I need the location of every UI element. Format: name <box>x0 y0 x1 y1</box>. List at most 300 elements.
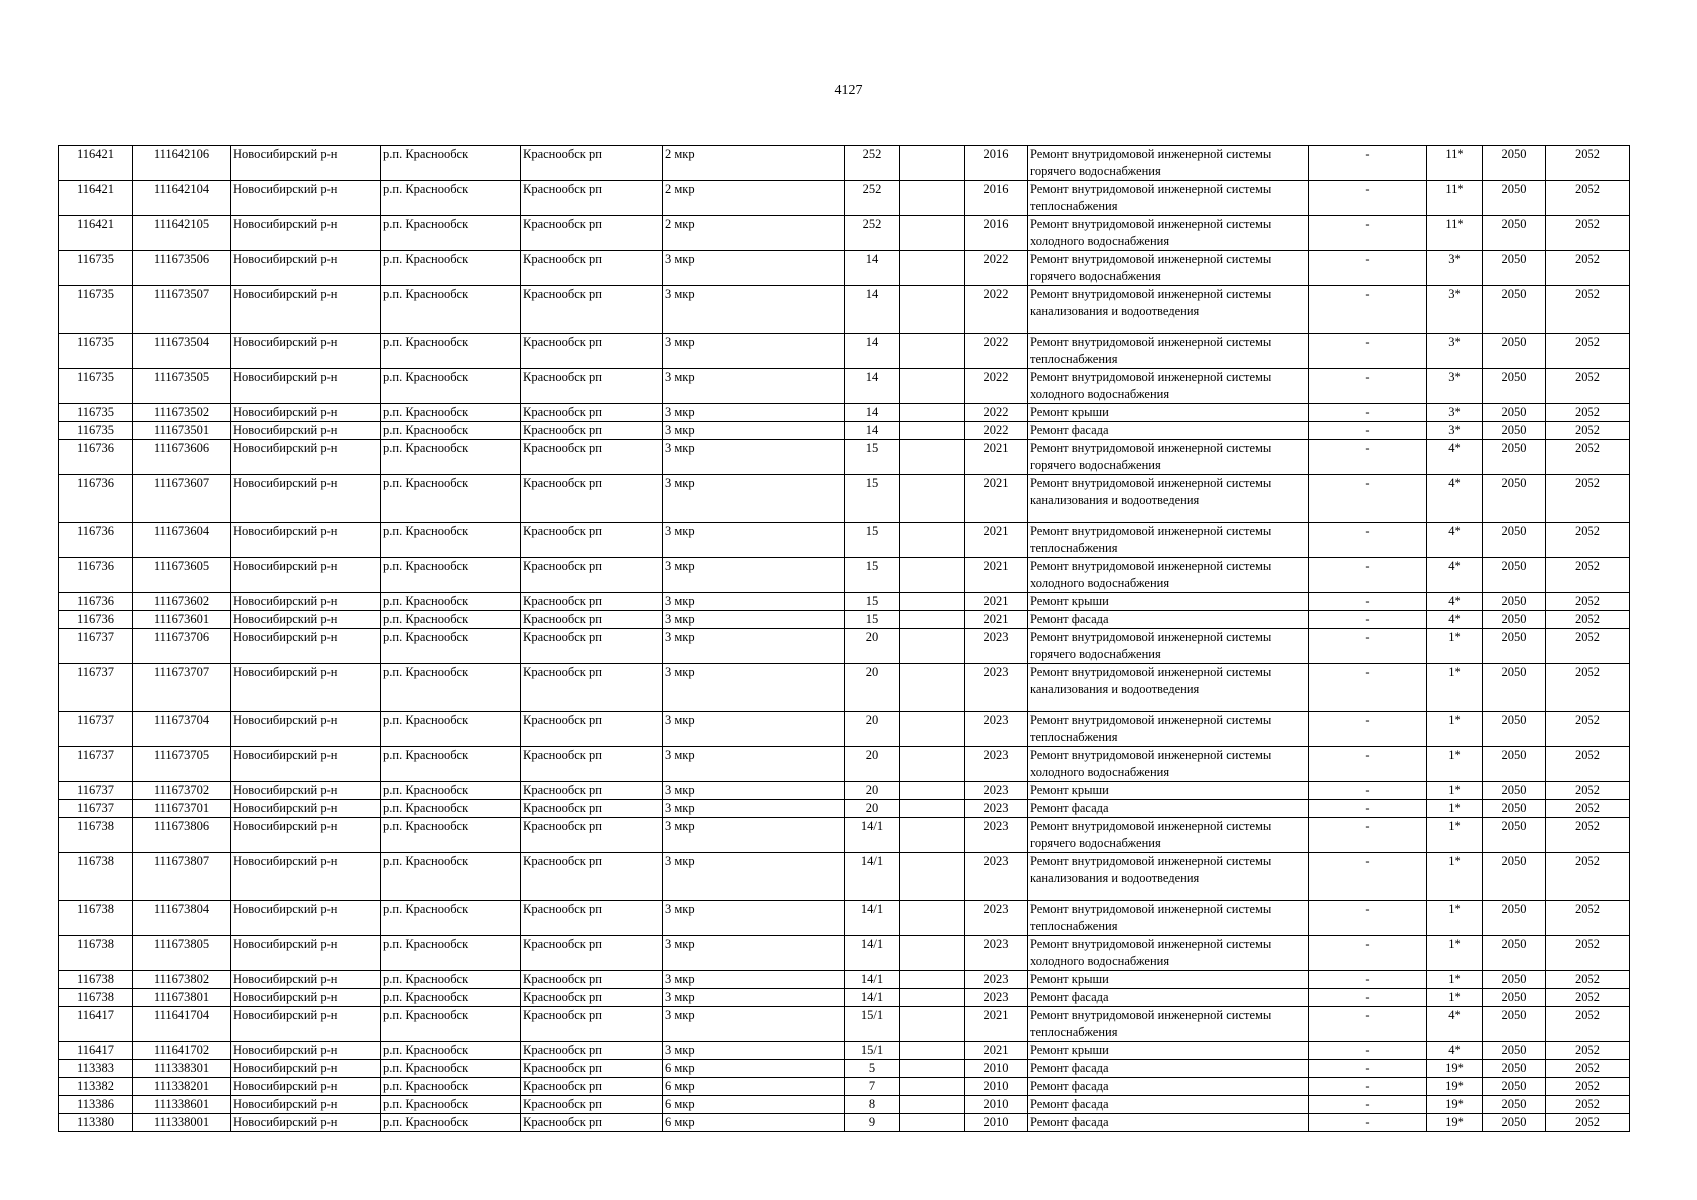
cell-dash: - <box>1309 611 1427 629</box>
cell-street: 3 мкр <box>663 422 845 440</box>
cell-locality: Краснообск рп <box>521 334 663 369</box>
cell-district: Новосибирский р-н <box>231 818 381 853</box>
cell-locality: Краснообск рп <box>521 629 663 664</box>
cell-year: 2021 <box>965 558 1028 593</box>
cell-num: 3* <box>1427 369 1483 404</box>
cell-house: 14/1 <box>845 853 900 901</box>
cell-extra <box>900 936 965 971</box>
cell-id: 116421 <box>59 181 133 216</box>
cell-code: 111673804 <box>133 901 231 936</box>
cell-extra <box>900 334 965 369</box>
cell-code: 111673501 <box>133 422 231 440</box>
cell-id: 116737 <box>59 782 133 800</box>
cell-dash: - <box>1309 664 1427 712</box>
cell-work: Ремонт внутридомовой инженерной системы горячего водоснабжения <box>1028 629 1309 664</box>
cell-street: 3 мкр <box>663 629 845 664</box>
cell-district: Новосибирский р-н <box>231 853 381 901</box>
cell-num: 3* <box>1427 251 1483 286</box>
cell-district: Новосибирский р-н <box>231 712 381 747</box>
page-number: 4127 <box>834 83 863 98</box>
cell-street: 3 мкр <box>663 989 845 1007</box>
cell-code: 111673502 <box>133 404 231 422</box>
cell-num: 1* <box>1427 782 1483 800</box>
cell-settlement: р.п. Краснообск <box>381 1096 521 1114</box>
cell-year: 2021 <box>965 1007 1028 1042</box>
cell-end-year: 2052 <box>1546 251 1630 286</box>
cell-work: Ремонт внутридомовой инженерной системы холодного водоснабжения <box>1028 936 1309 971</box>
table-row <box>59 475 1630 523</box>
cell-year: 2021 <box>965 440 1028 475</box>
cell-locality: Краснообск рп <box>521 989 663 1007</box>
cell-locality: Краснообск рп <box>521 936 663 971</box>
cell-dash: - <box>1309 422 1427 440</box>
cell-work: Ремонт крыши <box>1028 782 1309 800</box>
cell-id: 116417 <box>59 1042 133 1060</box>
cell-dash: - <box>1309 251 1427 286</box>
cell-extra <box>900 901 965 936</box>
cell-year: 2023 <box>965 782 1028 800</box>
cell-settlement: р.п. Краснообск <box>381 1042 521 1060</box>
table-row <box>59 747 1630 782</box>
cell-street: 3 мкр <box>663 664 845 712</box>
cell-district: Новосибирский р-н <box>231 1078 381 1096</box>
cell-start-year: 2050 <box>1483 853 1546 901</box>
cell-year: 2023 <box>965 853 1028 901</box>
cell-year: 2023 <box>965 747 1028 782</box>
cell-code: 111642105 <box>133 216 231 251</box>
table-row <box>59 1096 1630 1114</box>
cell-district: Новосибирский р-н <box>231 611 381 629</box>
cell-start-year: 2050 <box>1483 818 1546 853</box>
table-row <box>59 1078 1630 1096</box>
cell-year: 2023 <box>965 664 1028 712</box>
cell-year: 2021 <box>965 593 1028 611</box>
cell-num: 1* <box>1427 664 1483 712</box>
cell-settlement: р.п. Краснообск <box>381 523 521 558</box>
cell-start-year: 2050 <box>1483 1114 1546 1132</box>
cell-locality: Краснообск рп <box>521 1114 663 1132</box>
cell-num: 19* <box>1427 1114 1483 1132</box>
cell-street: 3 мкр <box>663 404 845 422</box>
cell-end-year: 2052 <box>1546 523 1630 558</box>
cell-code: 111338601 <box>133 1096 231 1114</box>
cell-district: Новосибирский р-н <box>231 782 381 800</box>
cell-year: 2022 <box>965 286 1028 334</box>
cell-end-year: 2052 <box>1546 989 1630 1007</box>
cell-locality: Краснообск рп <box>521 1007 663 1042</box>
cell-id: 116735 <box>59 286 133 334</box>
cell-street: 3 мкр <box>663 782 845 800</box>
table-row <box>59 216 1630 251</box>
cell-district: Новосибирский р-н <box>231 523 381 558</box>
cell-extra <box>900 747 965 782</box>
cell-settlement: р.п. Краснообск <box>381 1078 521 1096</box>
cell-house: 15/1 <box>845 1007 900 1042</box>
cell-district: Новосибирский р-н <box>231 1060 381 1078</box>
cell-id: 116735 <box>59 369 133 404</box>
cell-code: 111673606 <box>133 440 231 475</box>
cell-dash: - <box>1309 818 1427 853</box>
table-row <box>59 989 1630 1007</box>
cell-house: 15/1 <box>845 1042 900 1060</box>
cell-house: 14 <box>845 404 900 422</box>
cell-settlement: р.п. Краснообск <box>381 475 521 523</box>
cell-id: 116738 <box>59 989 133 1007</box>
cell-settlement: р.п. Краснообск <box>381 664 521 712</box>
cell-code: 111673702 <box>133 782 231 800</box>
cell-locality: Краснообск рп <box>521 664 663 712</box>
cell-num: 1* <box>1427 901 1483 936</box>
cell-extra <box>900 971 965 989</box>
cell-work: Ремонт внутридомовой инженерной системы канализования и водоотведения <box>1028 664 1309 712</box>
cell-end-year: 2052 <box>1546 901 1630 936</box>
cell-id: 116737 <box>59 712 133 747</box>
cell-house: 252 <box>845 146 900 181</box>
cell-dash: - <box>1309 1096 1427 1114</box>
table-row <box>59 971 1630 989</box>
table-row <box>59 1060 1630 1078</box>
cell-code: 111673505 <box>133 369 231 404</box>
cell-district: Новосибирский р-н <box>231 440 381 475</box>
cell-code: 111673701 <box>133 800 231 818</box>
cell-code: 111673605 <box>133 558 231 593</box>
cell-settlement: р.п. Краснообск <box>381 286 521 334</box>
cell-dash: - <box>1309 216 1427 251</box>
cell-num: 1* <box>1427 989 1483 1007</box>
cell-district: Новосибирский р-н <box>231 422 381 440</box>
cell-street: 3 мкр <box>663 712 845 747</box>
table-row <box>59 404 1630 422</box>
cell-street: 3 мкр <box>663 1042 845 1060</box>
cell-end-year: 2052 <box>1546 593 1630 611</box>
cell-locality: Краснообск рп <box>521 404 663 422</box>
cell-house: 14 <box>845 251 900 286</box>
cell-dash: - <box>1309 593 1427 611</box>
cell-work: Ремонт внутридомовой инженерной системы горячего водоснабжения <box>1028 818 1309 853</box>
cell-settlement: р.п. Краснообск <box>381 989 521 1007</box>
cell-start-year: 2050 <box>1483 593 1546 611</box>
cell-house: 15 <box>845 475 900 523</box>
cell-work: Ремонт внутридомовой инженерной системы канализования и водоотведения <box>1028 475 1309 523</box>
cell-start-year: 2050 <box>1483 251 1546 286</box>
cell-code: 111673504 <box>133 334 231 369</box>
cell-start-year: 2050 <box>1483 558 1546 593</box>
cell-district: Новосибирский р-н <box>231 1042 381 1060</box>
cell-settlement: р.п. Краснообск <box>381 181 521 216</box>
table-row <box>59 901 1630 936</box>
table-row <box>59 629 1630 664</box>
cell-id: 116737 <box>59 800 133 818</box>
cell-id: 113386 <box>59 1096 133 1114</box>
cell-num: 3* <box>1427 334 1483 369</box>
cell-house: 5 <box>845 1060 900 1078</box>
cell-house: 20 <box>845 712 900 747</box>
cell-num: 1* <box>1427 971 1483 989</box>
cell-year: 2023 <box>965 712 1028 747</box>
cell-num: 4* <box>1427 440 1483 475</box>
cell-house: 9 <box>845 1114 900 1132</box>
cell-extra <box>900 146 965 181</box>
cell-num: 1* <box>1427 800 1483 818</box>
cell-start-year: 2050 <box>1483 475 1546 523</box>
cell-start-year: 2050 <box>1483 523 1546 558</box>
cell-locality: Краснообск рп <box>521 1096 663 1114</box>
cell-start-year: 2050 <box>1483 664 1546 712</box>
cell-work: Ремонт фасада <box>1028 989 1309 1007</box>
cell-dash: - <box>1309 475 1427 523</box>
cell-settlement: р.п. Краснообск <box>381 818 521 853</box>
cell-locality: Краснообск рп <box>521 593 663 611</box>
cell-work: Ремонт внутридомовой инженерной системы теплоснабжения <box>1028 181 1309 216</box>
cell-settlement: р.п. Краснообск <box>381 853 521 901</box>
cell-start-year: 2050 <box>1483 1007 1546 1042</box>
table-row <box>59 334 1630 369</box>
cell-settlement: р.п. Краснообск <box>381 747 521 782</box>
cell-year: 2023 <box>965 800 1028 818</box>
cell-district: Новосибирский р-н <box>231 251 381 286</box>
cell-code: 111338201 <box>133 1078 231 1096</box>
cell-district: Новосибирский р-н <box>231 936 381 971</box>
cell-start-year: 2050 <box>1483 286 1546 334</box>
cell-locality: Краснообск рп <box>521 146 663 181</box>
cell-code: 111673507 <box>133 286 231 334</box>
cell-extra <box>900 216 965 251</box>
cell-street: 3 мкр <box>663 334 845 369</box>
cell-end-year: 2052 <box>1546 1042 1630 1060</box>
cell-id: 116737 <box>59 747 133 782</box>
cell-code: 111338001 <box>133 1114 231 1132</box>
cell-house: 252 <box>845 216 900 251</box>
cell-end-year: 2052 <box>1546 1114 1630 1132</box>
cell-settlement: р.п. Краснообск <box>381 404 521 422</box>
cell-year: 2022 <box>965 404 1028 422</box>
cell-id: 116736 <box>59 475 133 523</box>
cell-house: 14/1 <box>845 989 900 1007</box>
cell-extra <box>900 422 965 440</box>
cell-district: Новосибирский р-н <box>231 1096 381 1114</box>
cell-settlement: р.п. Краснообск <box>381 901 521 936</box>
cell-start-year: 2050 <box>1483 1096 1546 1114</box>
cell-year: 2016 <box>965 181 1028 216</box>
cell-street: 6 мкр <box>663 1078 845 1096</box>
cell-num: 4* <box>1427 475 1483 523</box>
cell-dash: - <box>1309 440 1427 475</box>
cell-id: 116735 <box>59 251 133 286</box>
cell-code: 111673602 <box>133 593 231 611</box>
table-row <box>59 1042 1630 1060</box>
cell-num: 1* <box>1427 747 1483 782</box>
table-row <box>59 664 1630 712</box>
cell-district: Новосибирский р-н <box>231 146 381 181</box>
cell-district: Новосибирский р-н <box>231 558 381 593</box>
cell-extra <box>900 440 965 475</box>
cell-work: Ремонт фасада <box>1028 1114 1309 1132</box>
cell-house: 14/1 <box>845 936 900 971</box>
cell-start-year: 2050 <box>1483 1042 1546 1060</box>
cell-dash: - <box>1309 523 1427 558</box>
cell-year: 2010 <box>965 1060 1028 1078</box>
cell-year: 2010 <box>965 1114 1028 1132</box>
cell-settlement: р.п. Краснообск <box>381 251 521 286</box>
cell-dash: - <box>1309 712 1427 747</box>
cell-extra <box>900 1007 965 1042</box>
cell-district: Новосибирский р-н <box>231 1007 381 1042</box>
cell-id: 116421 <box>59 216 133 251</box>
cell-num: 11* <box>1427 216 1483 251</box>
cell-start-year: 2050 <box>1483 334 1546 369</box>
cell-work: Ремонт внутридомовой инженерной системы канализования и водоотведения <box>1028 286 1309 334</box>
cell-code: 111673805 <box>133 936 231 971</box>
cell-code: 111673807 <box>133 853 231 901</box>
cell-house: 20 <box>845 782 900 800</box>
cell-dash: - <box>1309 1060 1427 1078</box>
cell-start-year: 2050 <box>1483 629 1546 664</box>
cell-num: 19* <box>1427 1096 1483 1114</box>
cell-year: 2023 <box>965 971 1028 989</box>
cell-year: 2010 <box>965 1078 1028 1096</box>
cell-locality: Краснообск рп <box>521 901 663 936</box>
cell-id: 113382 <box>59 1078 133 1096</box>
cell-start-year: 2050 <box>1483 1060 1546 1078</box>
cell-dash: - <box>1309 853 1427 901</box>
cell-dash: - <box>1309 286 1427 334</box>
cell-end-year: 2052 <box>1546 1096 1630 1114</box>
cell-num: 4* <box>1427 558 1483 593</box>
cell-settlement: р.п. Краснообск <box>381 593 521 611</box>
cell-work: Ремонт внутридомовой инженерной системы теплоснабжения <box>1028 523 1309 558</box>
cell-extra <box>900 1114 965 1132</box>
table-row <box>59 611 1630 629</box>
table-row <box>59 800 1630 818</box>
cell-end-year: 2052 <box>1546 712 1630 747</box>
table-row <box>59 1114 1630 1132</box>
cell-year: 2022 <box>965 251 1028 286</box>
cell-district: Новосибирский р-н <box>231 1114 381 1132</box>
cell-district: Новосибирский р-н <box>231 989 381 1007</box>
cell-dash: - <box>1309 558 1427 593</box>
cell-num: 3* <box>1427 404 1483 422</box>
cell-end-year: 2052 <box>1546 629 1630 664</box>
cell-dash: - <box>1309 800 1427 818</box>
cell-extra <box>900 782 965 800</box>
cell-locality: Краснообск рп <box>521 422 663 440</box>
cell-end-year: 2052 <box>1546 747 1630 782</box>
cell-code: 111673604 <box>133 523 231 558</box>
cell-district: Новосибирский р-н <box>231 286 381 334</box>
table-row <box>59 523 1630 558</box>
cell-street: 2 мкр <box>663 181 845 216</box>
cell-id: 113383 <box>59 1060 133 1078</box>
cell-work: Ремонт внутридомовой инженерной системы горячего водоснабжения <box>1028 146 1309 181</box>
cell-locality: Краснообск рп <box>521 782 663 800</box>
cell-end-year: 2052 <box>1546 611 1630 629</box>
table-row <box>59 422 1630 440</box>
cell-code: 111642104 <box>133 181 231 216</box>
cell-dash: - <box>1309 629 1427 664</box>
cell-year: 2021 <box>965 475 1028 523</box>
cell-code: 111642106 <box>133 146 231 181</box>
table-row <box>59 558 1630 593</box>
cell-district: Новосибирский р-н <box>231 800 381 818</box>
cell-extra <box>900 1078 965 1096</box>
cell-dash: - <box>1309 989 1427 1007</box>
cell-id: 116737 <box>59 664 133 712</box>
cell-id: 116736 <box>59 523 133 558</box>
cell-end-year: 2052 <box>1546 1060 1630 1078</box>
cell-extra <box>900 611 965 629</box>
cell-dash: - <box>1309 334 1427 369</box>
cell-id: 116736 <box>59 440 133 475</box>
cell-work: Ремонт крыши <box>1028 593 1309 611</box>
cell-work: Ремонт фасада <box>1028 1078 1309 1096</box>
cell-locality: Краснообск рп <box>521 440 663 475</box>
cell-code: 111673802 <box>133 971 231 989</box>
cell-start-year: 2050 <box>1483 146 1546 181</box>
cell-work: Ремонт внутридомовой инженерной системы горячего водоснабжения <box>1028 440 1309 475</box>
cell-settlement: р.п. Краснообск <box>381 936 521 971</box>
cell-street: 3 мкр <box>663 800 845 818</box>
cell-settlement: р.п. Краснообск <box>381 422 521 440</box>
cell-extra <box>900 1060 965 1078</box>
table-row <box>59 146 1630 181</box>
cell-year: 2021 <box>965 523 1028 558</box>
cell-end-year: 2052 <box>1546 936 1630 971</box>
cell-street: 3 мкр <box>663 593 845 611</box>
cell-dash: - <box>1309 1042 1427 1060</box>
cell-end-year: 2052 <box>1546 664 1630 712</box>
cell-work: Ремонт внутридомовой инженерной системы теплоснабжения <box>1028 712 1309 747</box>
cell-dash: - <box>1309 782 1427 800</box>
cell-end-year: 2052 <box>1546 1078 1630 1096</box>
cell-id: 116735 <box>59 422 133 440</box>
cell-num: 1* <box>1427 853 1483 901</box>
cell-start-year: 2050 <box>1483 936 1546 971</box>
cell-district: Новосибирский р-н <box>231 181 381 216</box>
cell-settlement: р.п. Краснообск <box>381 440 521 475</box>
cell-settlement: р.п. Краснообск <box>381 1114 521 1132</box>
cell-settlement: р.п. Краснообск <box>381 558 521 593</box>
cell-start-year: 2050 <box>1483 422 1546 440</box>
cell-end-year: 2052 <box>1546 146 1630 181</box>
cell-house: 7 <box>845 1078 900 1096</box>
cell-dash: - <box>1309 1114 1427 1132</box>
cell-house: 15 <box>845 440 900 475</box>
cell-start-year: 2050 <box>1483 611 1546 629</box>
table-row <box>59 1007 1630 1042</box>
cell-num: 11* <box>1427 146 1483 181</box>
cell-start-year: 2050 <box>1483 404 1546 422</box>
cell-code: 111673704 <box>133 712 231 747</box>
cell-settlement: р.п. Краснообск <box>381 712 521 747</box>
cell-code: 111673601 <box>133 611 231 629</box>
cell-district: Новосибирский р-н <box>231 747 381 782</box>
cell-street: 6 мкр <box>663 1114 845 1132</box>
cell-street: 3 мкр <box>663 853 845 901</box>
cell-extra <box>900 800 965 818</box>
cell-end-year: 2052 <box>1546 216 1630 251</box>
cell-extra <box>900 629 965 664</box>
cell-dash: - <box>1309 936 1427 971</box>
cell-locality: Краснообск рп <box>521 1078 663 1096</box>
cell-work: Ремонт внутридомовой инженерной системы теплоснабжения <box>1028 334 1309 369</box>
cell-settlement: р.п. Краснообск <box>381 611 521 629</box>
cell-dash: - <box>1309 1078 1427 1096</box>
cell-work: Ремонт внутридомовой инженерной системы холодного водоснабжения <box>1028 216 1309 251</box>
cell-work: Ремонт внутридомовой инженерной системы теплоснабжения <box>1028 901 1309 936</box>
cell-locality: Краснообск рп <box>521 558 663 593</box>
cell-extra <box>900 989 965 1007</box>
cell-code: 111673706 <box>133 629 231 664</box>
